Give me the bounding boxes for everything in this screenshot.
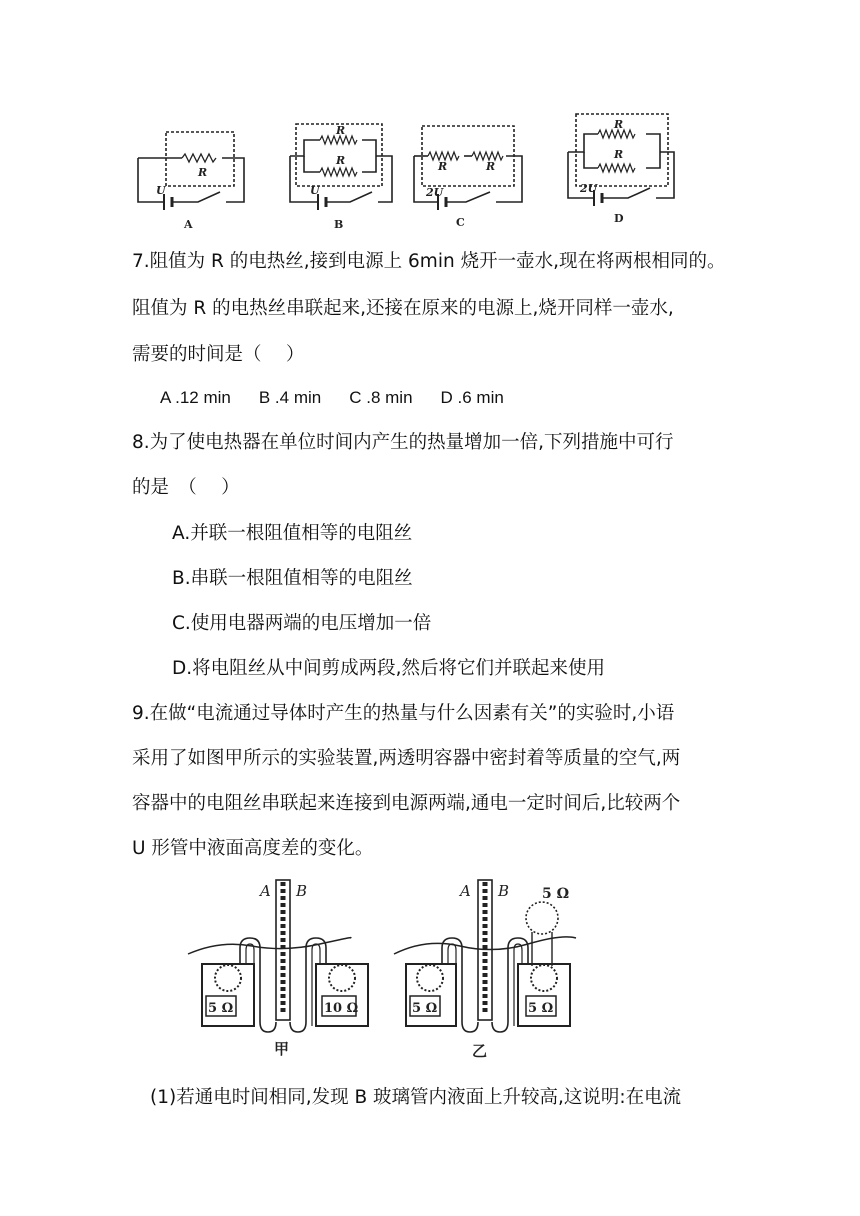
q9-line-4: U 形管中液面高度差的变化。	[132, 838, 374, 859]
panel-b-resistor-label-1: R	[336, 124, 346, 137]
q7-line-2: 阻值为 R 的电热丝串联起来,还接在原来的电源上,烧开同样一壶水,	[132, 298, 674, 319]
panel-a-resistor-label: R	[198, 166, 208, 179]
q7-line-1: 7.阻值为 R 的电热丝,接到电源上 6min 烧开一壶水,现在将两根相同的。	[132, 251, 726, 272]
experiment-figure	[180, 872, 580, 1068]
yi-right-resistor-label: 5 Ω	[528, 1001, 554, 1016]
yi-extra-resistor-label: 5 Ω	[542, 886, 570, 902]
circuit-panel-c	[414, 126, 522, 229]
q9-part1-line: (1)若通电时间相同,发现 B 玻璃管内液面上升较高,这说明:在电流	[150, 1087, 682, 1108]
circuit-figure	[128, 106, 688, 234]
circuit-panel-b	[290, 124, 392, 231]
yi-left-resistor-label: 5 Ω	[412, 1001, 438, 1016]
q9-line-3: 容器中的电阻丝串联起来连接到电源两端,通电一定时间后,比较两个	[132, 793, 681, 814]
q7-option-d: D .6 min	[440, 388, 504, 407]
q8-option-a: A.并联一根阻值相等的电阻丝	[172, 523, 413, 544]
panel-b-voltage-label: U	[310, 184, 320, 197]
jia-left-resistor-label: 5 Ω	[208, 1001, 234, 1016]
q7-options	[160, 386, 532, 410]
panel-b-resistor-label-2: R	[336, 154, 346, 167]
panel-c-resistor-label-1: R	[438, 160, 448, 173]
panel-d-voltage-label: 2U	[580, 182, 598, 195]
q8-option-d: D.将电阻丝从中间剪成两段,然后将它们并联起来使用	[172, 658, 606, 679]
circuit-panel-a	[138, 132, 244, 231]
circuit-panel-d	[568, 114, 674, 225]
jia-right-resistor-label: 10 Ω	[324, 1001, 359, 1016]
q8-option-b: B.串联一根阻值相等的电阻丝	[172, 568, 413, 589]
panel-d-resistor-label-1: R	[614, 118, 624, 131]
q9-line-2: 采用了如图甲所示的实验装置,两透明容器中密封着等质量的空气,两	[132, 748, 681, 769]
q8-line-2: 的是 （ ）	[132, 477, 240, 498]
panel-c-resistor-label-2: R	[486, 160, 496, 173]
panel-a-letter: A	[184, 218, 193, 231]
apparatus-jia	[188, 880, 368, 1058]
jia-tube-b-label: B	[296, 882, 308, 900]
q7-line-3: 需要的时间是（ ）	[132, 344, 305, 365]
panel-a-voltage-label: U	[156, 184, 166, 197]
panel-d-resistor-label-2: R	[614, 148, 624, 161]
jia-caption: 甲	[274, 1040, 290, 1058]
yi-caption: 乙	[472, 1042, 488, 1060]
q7-option-b: B .4 min	[258, 388, 322, 407]
q8-line-1: 8.为了使电热器在单位时间内产生的热量增加一倍,下列措施中可行	[132, 432, 674, 453]
apparatus-yi	[394, 880, 576, 1060]
panel-d-letter: D	[614, 212, 624, 225]
panel-c-letter: C	[456, 216, 465, 229]
yi-tube-b-label: B	[498, 882, 510, 900]
q8-option-c: C.使用电器两端的电压增加一倍	[172, 613, 432, 634]
jia-tube-a-label: A	[260, 882, 271, 900]
panel-c-voltage-label: 2U	[426, 186, 444, 199]
q7-option-a: A .12 min	[160, 388, 231, 407]
q7-option-c: C .8 min	[349, 388, 413, 407]
q9-line-1: 9.在做“电流通过导体时产生的热量与什么因素有关”的实验时,小语	[132, 703, 675, 724]
yi-tube-a-label: A	[460, 882, 471, 900]
panel-b-letter: B	[334, 218, 344, 231]
